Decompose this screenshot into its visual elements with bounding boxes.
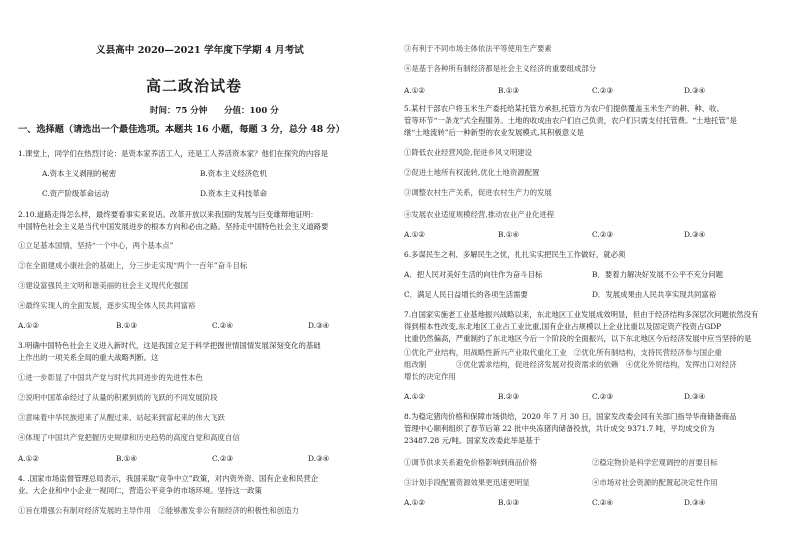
q2-stem-line-1: 2.10.道路走得怎么样，最终要看事实来说话。改革开放以来我国的发展与巨变雄辩地证明： bbox=[18, 210, 318, 219]
q8-stem-line-1: 8.为稳定猪肉价格和保障市场供给，2020 年 7 月 30 日，国家发改委会同有关部门指导华商储备商品 bbox=[404, 412, 737, 421]
q4-item-3: ③有利于不同市场主体依法平等使用生产要素 bbox=[404, 44, 552, 53]
q7-option-c: C.②③ bbox=[592, 392, 613, 401]
q5-option-c: C.②③ bbox=[592, 230, 613, 239]
q7-option-a: A.①② bbox=[404, 392, 425, 401]
q5-stem-line-2: 管等环节“一条龙”式全程服务。土地的收成由农户们自己负责，农户们只需支付托管费。“土地托管”是 bbox=[404, 116, 737, 125]
q7-stem-line-3: 比重仍然偏高，严重制约了东北地区今后一个阶段的全面振兴，以下东北地区今后经济发展中应当坚持的是 bbox=[404, 334, 752, 343]
q3-option-a: A.①② bbox=[18, 454, 39, 463]
q5-stem-line-1: 5.某村干部农户将玉米生产委托给某托管方承担,托管方为农户们提供覆盖玉米生产的耕、种、收、 bbox=[404, 104, 724, 113]
q5-option-a: A.①② bbox=[404, 230, 425, 239]
q1-option-c: C.资产阶级革命运动 bbox=[42, 189, 109, 198]
q8-option-a: A.①② bbox=[404, 498, 425, 507]
q5-option-b: B.①④ bbox=[498, 230, 520, 239]
q6-option-d: D．发展成果由人民共享实现共同富裕 bbox=[592, 290, 717, 299]
q5-stem-line-3: 继“土地流转”后一种新型的农业发展模式,其积极意义是 bbox=[404, 128, 584, 137]
q3-item-3: ③意味着中华民族迎来了从醒过来、站起来到富起来的伟大飞跃 bbox=[18, 413, 225, 422]
q8-stem-line-2: 管理中心顺利组织了春节后第 22 批中央冻猪肉储备投放，共计成交 9371.7 吨，平均成交价为 bbox=[404, 424, 715, 433]
q4-option-a: A.①② bbox=[404, 86, 425, 95]
q8-item-4: ④市场对社会资源的配置起决定性作用 bbox=[592, 478, 718, 487]
q7-items-line-3: 增长的决定作用 bbox=[404, 372, 456, 381]
paper-title: 高二政治试卷 bbox=[146, 77, 243, 95]
exam-score: 分值：100 分 bbox=[224, 106, 279, 116]
q1-option-d: D.资本主义科技革命 bbox=[200, 189, 268, 198]
q2-item-2: ②在全面建成小康社会的基础上，分三步走实现“两个一百年”奋斗目标 bbox=[18, 261, 248, 270]
q3-item-1: ①进一步彰显了中国共产党与时代共同进步的先进性本色 bbox=[18, 373, 203, 382]
q6-option-a: A．把人民对美好生活的向往作为奋斗目标 bbox=[404, 270, 543, 279]
q7-stem-line-1: 7.自国家实施老工业基地振兴战略以来，东北地区工业发展成效明显，但由于经济结构多深层次问题依然没有 bbox=[404, 310, 759, 319]
q2-item-1: ①立足基本国情，坚持“一个中心，两个基本点” bbox=[18, 241, 174, 250]
q3-option-b: B.①④ bbox=[116, 454, 138, 463]
q1-option-a: A.资本主义剥削的秘密 bbox=[42, 169, 117, 178]
q7-option-d: D.③④ bbox=[684, 392, 706, 401]
q8-item-3: ③计划手段配置资源效果更迅速更明显 bbox=[404, 478, 530, 487]
q6-stem: 6.多谋民生之利、多解民生之忧，扎扎实实把民生工作做好，就必须 bbox=[404, 250, 626, 259]
q8-option-c: C.②④ bbox=[592, 498, 613, 507]
q2-option-c: C.②④ bbox=[212, 321, 233, 330]
q7-items-line-1: ①优化产业结构，用战略性新兴产业取代重化工业 ②优化所有制结构，支持民营经济参与国企重 bbox=[404, 348, 722, 357]
q5-item-2: ②促进土地所有权流转,优化土地资源配置 bbox=[404, 168, 540, 177]
q3-stem-line-2: 上作出的一项关系全局的重大战略判断。这 bbox=[18, 353, 159, 362]
q3-item-2: ②说明中国革命经过了从量的积累到质的飞跃的不同发展阶段 bbox=[18, 393, 218, 402]
q2-option-a: A.①② bbox=[18, 321, 39, 330]
q2-option-b: B.①③ bbox=[116, 321, 138, 330]
right-column bbox=[404, 0, 784, 560]
q7-stem-line-2: 得到根本性改变,东北地区工业占工业比重,国有企业占规模以上企业比重以及固定资产投资占GDP bbox=[404, 322, 722, 331]
q6-option-b: B．要着力解决好发展不公平不充分问题 bbox=[592, 270, 724, 279]
section-heading: 一、选择题（请选出一个最佳选项。本题共 16 小题，每题 3 分，总分 48 分） bbox=[18, 124, 345, 135]
q5-option-d: D.③④ bbox=[684, 230, 706, 239]
q5-item-3: ③调整农村生产关系，促进农村生产力的发展 bbox=[404, 188, 552, 197]
q5-item-1: ①降低农业经营风险,促进乡风文明建设 bbox=[404, 148, 532, 157]
q8-item-1: ①调节供求关系避免价格影响到商品价格 bbox=[404, 458, 538, 467]
q3-stem-line-1: 3.明确中国特色社会主义进入新时代，这是我国立足于科学把握世情国情发展深刻变化的基础 bbox=[18, 341, 321, 350]
q2-option-d: D.③④ bbox=[308, 321, 330, 330]
q4-stem-line-1: 4. .国家市场监督管理总局表示，我国采取“竞争中立”政策，对内资外资、国有企业和民营企 bbox=[18, 474, 319, 483]
left-column bbox=[14, 0, 390, 560]
q4-item-4: ④是基于各种所有制经济都是社会主义经济的重要组成部分 bbox=[404, 64, 597, 73]
exam-title: 义县高中 2020—2021 学年度下学期 4 月考试 bbox=[96, 45, 304, 56]
q3-item-4: ④体现了中国共产党把握历史规律和历史趋势的高度自觉和高度自信 bbox=[18, 433, 240, 442]
q6-option-c: C．满足人民日益增长的各项生活需要 bbox=[404, 290, 528, 299]
q1-stem: 1.课堂上，同学们在热烈讨论：是资本家养活工人，还是工人养活资本家？他们在探究的内容是 bbox=[18, 149, 329, 158]
q4-items-1-2: ①旨在增强公有制对经济发展的主导作用 ②能够激发非公有制经济的积极性和创造力 bbox=[18, 506, 299, 515]
q3-option-d: D.③④ bbox=[308, 454, 330, 463]
q4-option-d: D.③④ bbox=[684, 86, 706, 95]
q8-option-b: B.①③ bbox=[498, 498, 520, 507]
q1-option-b: B.资本主义经济危机 bbox=[200, 169, 267, 178]
q2-stem-line-2: 中国特色社会主义是当代中国发展进步的根本方向和必由之路。坚持走中国特色社会主义道路要 bbox=[18, 222, 329, 231]
q7-option-b: B.②③ bbox=[498, 392, 520, 401]
q2-item-4: ④最终实现人的全面发展，逐步实现全体人民共同富裕 bbox=[18, 301, 196, 310]
q8-stem-line-3: 23487.28 元/吨。国家发改委此举是基于 bbox=[404, 436, 541, 445]
exam-time: 时间：75 分钟 bbox=[150, 106, 208, 116]
q4-stem-line-2: 业、大企业和中小企业一视同仁，营造公平竞争的市场环境。坚持这一政策 bbox=[18, 486, 262, 495]
q8-option-d: D.③④ bbox=[684, 498, 706, 507]
q4-option-c: C.②③ bbox=[592, 86, 613, 95]
q7-items-line-2: 组改制 ③优化需求结构，促进经济发展对投资需求的依赖 ④优化外贸结构，发挥出口对经济 bbox=[404, 360, 737, 369]
q3-option-c: C.②③ bbox=[212, 454, 233, 463]
q8-item-2: ②稳定物价是科学宏观调控的首要目标 bbox=[592, 458, 718, 467]
q5-item-4: ④发展农业适度规模经营,推动农业产业化进程 bbox=[404, 210, 555, 219]
q2-item-3: ③建设富强民主文明和谐美丽的社会主义现代化强国 bbox=[18, 281, 188, 290]
q4-option-b: B.①③ bbox=[498, 86, 520, 95]
